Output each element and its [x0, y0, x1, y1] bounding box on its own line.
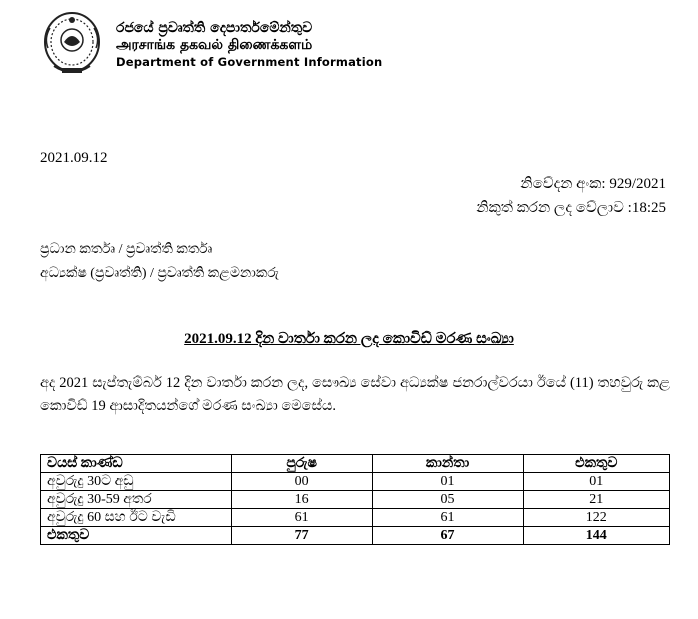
org-name-tamil: அரசாங்க தகவல் திணைக்களம்: [116, 36, 313, 53]
cell-male: 16: [231, 491, 372, 509]
release-time: නිකුත් කරන ලද වේලාව :18:25: [476, 200, 666, 216]
cell-total: 122: [523, 509, 669, 527]
header-female: කාන්තා: [372, 455, 523, 473]
letterhead: [40, 8, 382, 82]
document-title: 2021.09.12 දින වාර්තා කරන ලද කොවිඩ් මරණ සංඛ්‍යා: [184, 331, 514, 347]
header-age-group: වයස් කාණ්ඩ: [41, 455, 232, 473]
cell-male-total: 77: [231, 527, 372, 545]
addressee-line: ප්‍රධාන කර්තෘ / ප්‍රවෘත්ති කර්තෘ: [40, 242, 213, 257]
release-date: 2021.09.12: [40, 150, 108, 166]
government-emblem-icon: [40, 8, 104, 82]
cell-grand-total: 144: [523, 527, 669, 545]
cell-age-group: අවුරුදු 30ට අඩු: [41, 473, 232, 491]
header-total: එකතුව: [523, 455, 669, 473]
cell-total: 21: [523, 491, 669, 509]
cell-total-label: එකතුව: [41, 527, 232, 545]
release-info: [476, 172, 666, 220]
cell-male: 00: [231, 473, 372, 491]
table-row: [41, 473, 670, 491]
table-total-row: [41, 527, 670, 545]
cell-female: 01: [372, 473, 523, 491]
addressees: [40, 238, 279, 286]
header-male: පුරුෂ: [231, 455, 372, 473]
release-number: නිවේදන අංක: 929/2021: [520, 176, 666, 192]
cell-female-total: 67: [372, 527, 523, 545]
body-paragraph: අද 2021 සැප්තැම්බර් 12 දින වාර්තා කරන ලද, සෞඛ්‍ය සේවා අධ්‍යක්ෂ ජනරාල්වරයා ඊයේ (11) තහවුරු කළ කොවිඩ් 19 ආසාදිතයන්ගේ මරණ සංඛ්‍යා මෙසේය.: [40, 375, 670, 414]
cell-total: 01: [523, 473, 669, 491]
cell-age-group: අවුරුදු 30-59 අතර: [41, 491, 232, 509]
org-name-english: Department of Government Information: [116, 54, 383, 69]
table-header-row: [41, 455, 670, 473]
cell-female: 61: [372, 509, 523, 527]
cell-age-group: අවුරුදු 60 සහ ඊට වැඩි: [41, 509, 232, 527]
table-row: [41, 491, 670, 509]
org-name-sinhala: රජයේ ප්‍රවෘත්ති දෙපාර්තමේන්තුව: [116, 19, 313, 36]
cell-male: 61: [231, 509, 372, 527]
cell-female: 05: [372, 491, 523, 509]
death-statistics-table: [40, 454, 670, 545]
table-row: [41, 509, 670, 527]
addressee-line: අධ්‍යක්ෂ (ප්‍රවෘත්ති) / ප්‍රවෘත්ති කළමනාකරු: [40, 266, 279, 281]
